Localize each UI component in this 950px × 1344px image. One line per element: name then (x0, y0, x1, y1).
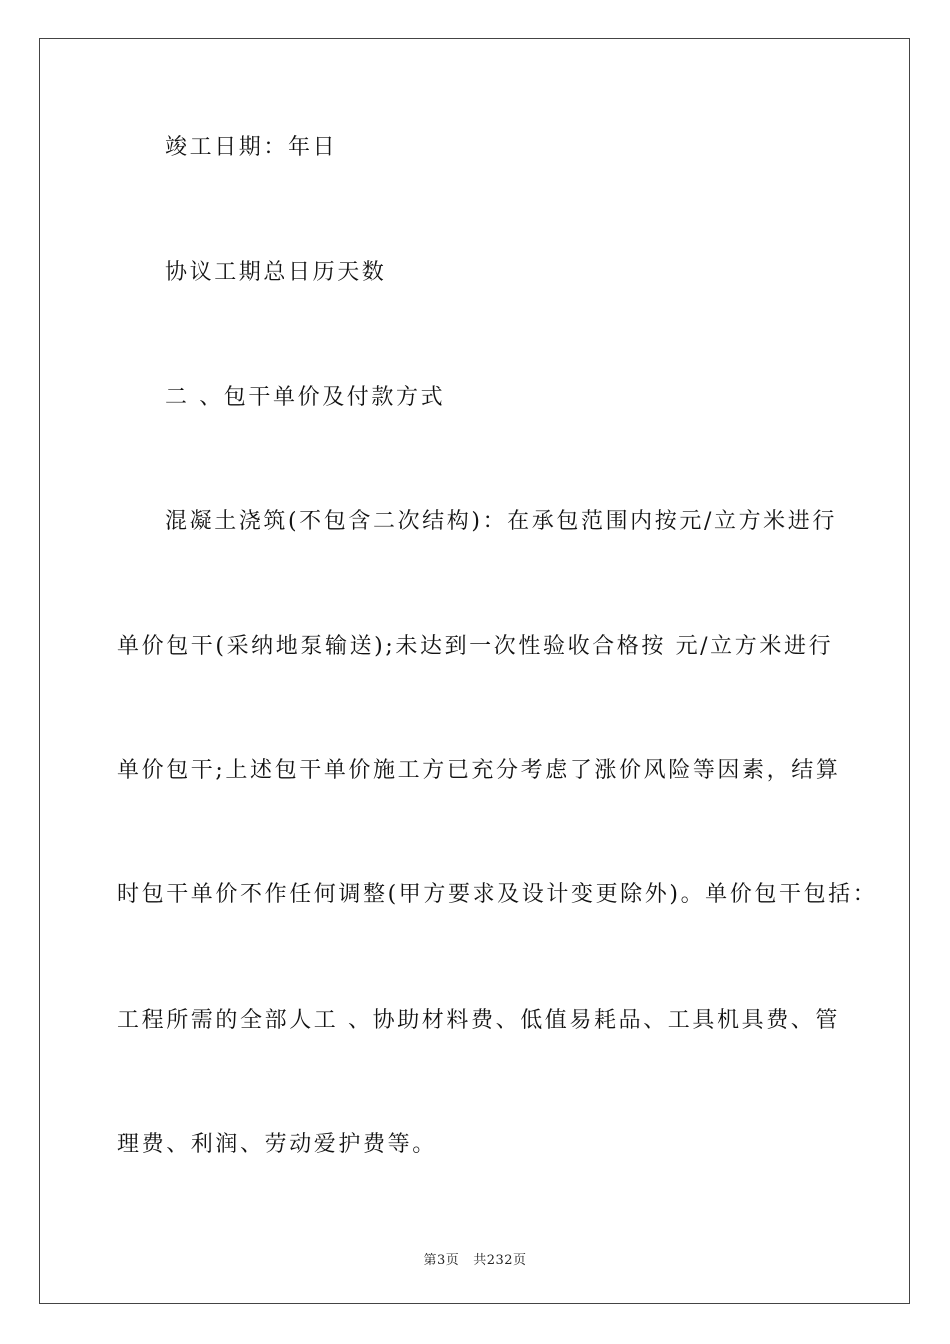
page-number: 第3页 (423, 1253, 460, 1268)
paragraph-line: 时包干单价不作任何调整(甲方要求及设计变更除外)。单价包干包括： (117, 882, 878, 907)
paragraph-line: 单价包干(采纳地泵输送);未达到一次性验收合格按 元/立方米进行 (117, 634, 834, 659)
paragraph-line: 理费、利润、劳动爱护费等。 (117, 1132, 437, 1157)
paragraph-line: 工程所需的全部人工 、协助材料费、低值易耗品、工具机具费、管 (117, 1008, 840, 1033)
total-duration-line: 协议工期总日历天数 (165, 260, 387, 285)
page-total: 共232页 (473, 1253, 527, 1268)
paragraph-line: 混凝土浇筑(不包含二次结构)：在承包范围内按元/立方米进行 (165, 509, 837, 534)
page-footer (0, 1249, 950, 1268)
completion-date-line: 竣工日期：年日 (165, 135, 338, 160)
paragraph-line: 单价包干;上述包干单价施工方已充分考虑了涨价风险等因素，结算 (117, 758, 841, 783)
section-heading: 二 、包干单价及付款方式 (165, 385, 446, 410)
page-border (39, 38, 910, 1304)
